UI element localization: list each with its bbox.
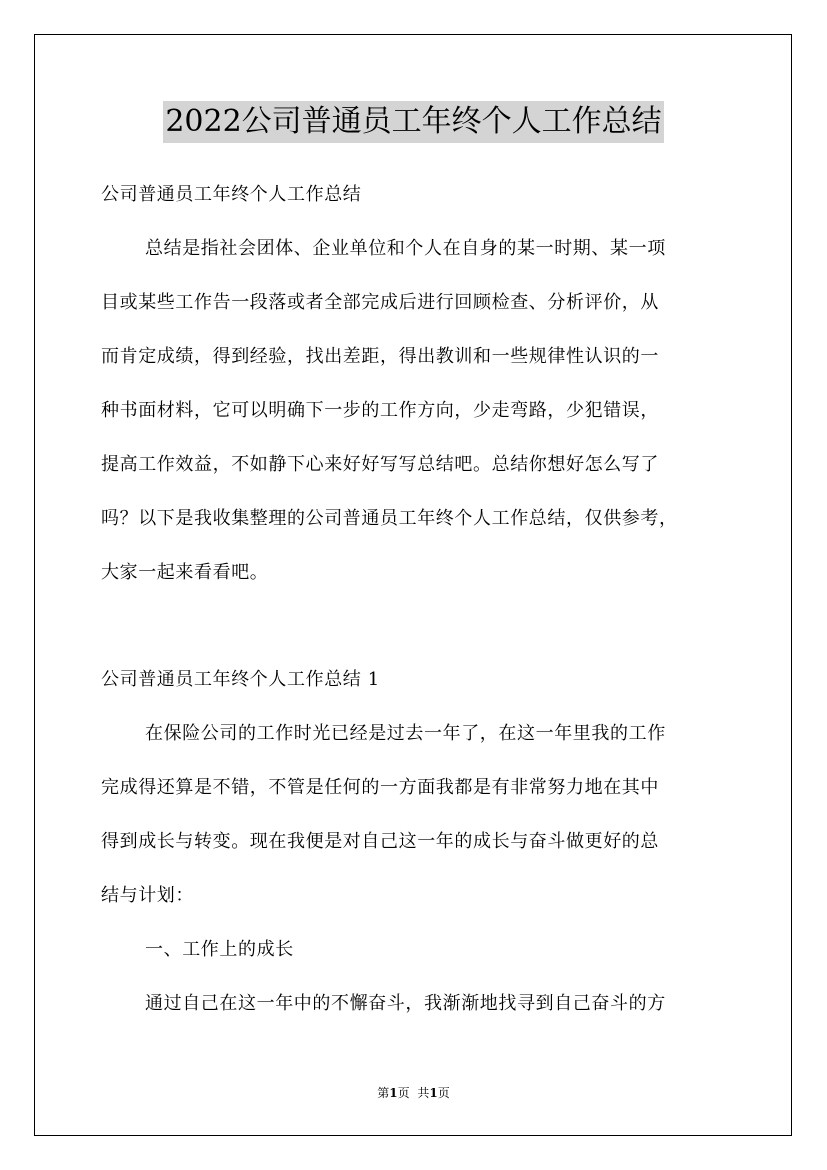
paragraph-line: 总结是指社会团体、企业单位和个人在自身的某一时期、某一项 bbox=[145, 238, 666, 259]
page-footer bbox=[0, 1085, 827, 1101]
title-container bbox=[0, 101, 827, 143]
paragraph-line: 得到成长与转变。现在我便是对自己这一年的成长与奋斗做更好的总 bbox=[101, 831, 659, 852]
total-prefix: 共 bbox=[417, 1086, 430, 1100]
page-prefix: 第 bbox=[377, 1086, 390, 1100]
paragraph-line: 种书面材料，它可以明确下一步的工作方向，少走弯路，少犯错误， bbox=[101, 400, 659, 421]
paragraph-line: 完成得还算是不错，不管是任何的一方面我都是有非常努力地在其中 bbox=[101, 777, 659, 798]
paragraph-line: 而肯定成绩，得到经验，找出差距，得出教训和一些规律性认识的一 bbox=[101, 346, 659, 367]
section-heading: 公司普通员工年终个人工作总结 bbox=[101, 184, 362, 205]
subsection-heading: 一、工作上的成长 bbox=[145, 939, 294, 960]
paragraph-line: 大家一起来看看吧。 bbox=[101, 562, 269, 583]
paragraph-line: 提高工作效益，不如静下心来好好写写总结吧。总结你想好怎么写了 bbox=[101, 454, 659, 475]
section-heading: 公司普通员工年终个人工作总结 1 bbox=[101, 669, 380, 690]
page-number: 1 bbox=[389, 1086, 398, 1100]
page-suffix: 页 bbox=[397, 1086, 410, 1100]
paragraph-line: 在保险公司的工作时光已经是过去一年了，在这一年里我的工作 bbox=[145, 723, 666, 744]
paragraph-line: 结与计划： bbox=[101, 885, 194, 906]
total-suffix: 页 bbox=[437, 1086, 450, 1100]
document-title: 2022公司普通员工年终个人工作总结 bbox=[163, 101, 663, 143]
paragraph-line: 目或某些工作告一段落或者全部完成后进行回顾检查、分析评价，从 bbox=[101, 292, 659, 313]
paragraph-line: 吗？以下是我收集整理的公司普通员工年终个人工作总结，仅供参考， bbox=[101, 508, 678, 529]
paragraph-line: 通过自己在这一年中的不懈奋斗，我渐渐地找寻到自己奋斗的方 bbox=[145, 993, 666, 1014]
total-pages: 1 bbox=[429, 1086, 438, 1100]
